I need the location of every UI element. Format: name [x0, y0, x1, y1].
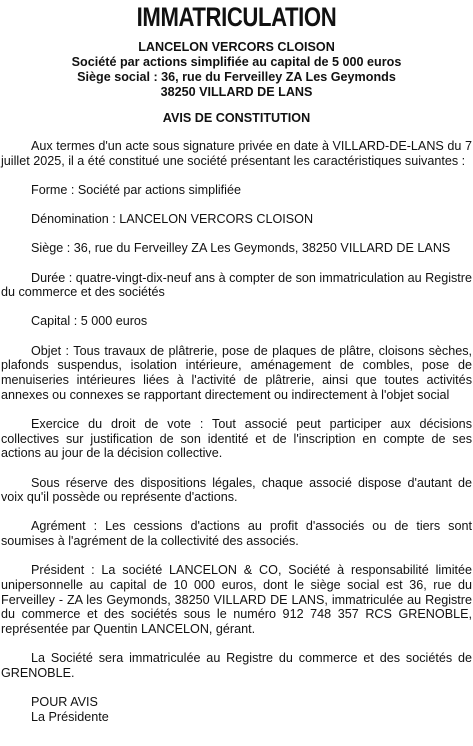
- company-address: Siège social : 36, rue du Ferveilley ZA Les Geymonds: [77, 70, 396, 84]
- paragraph-president: Président : La société LANCELON & CO, Société à responsabilité limitée unipersonnelle au capital de 10 000 euros, dont le siège social est 36, rue du Ferveilley - ZA les Geymonds, 38250 VILLARD DE LANS, immatriculée au Registre du commerce et des sociétés sous le numéro 912 748 357 RCS GRENOBLE, représentée par Quentin LANCELON, gérant.: [1, 563, 472, 637]
- paragraph-agrement: Agrément : Les cessions d'actions au profit d'associés ou de tiers sont soumises à l'agrément de la collectivité des associés.: [1, 519, 472, 549]
- paragraph-denomination: Dénomination : LANCELON VERCORS CLOISON: [31, 212, 314, 227]
- company-city: 38250 VILLARD DE LANS: [160, 85, 313, 99]
- paragraph-vote: Exercice du droit de vote : Tout associé peut participer aux décisions collectives sur justification de son identité et de l'inscription en compte de ses actions au jour de la décision collective.: [1, 416, 472, 461]
- signature-pour-avis: POUR AVIS: [31, 695, 98, 710]
- company-form-capital: Société par actions simplifiée au capital de 5 000 euros: [71, 55, 402, 69]
- notice-title: AVIS DE CONSTITUTION: [162, 111, 311, 125]
- paragraph-immatriculation: La Société sera immatriculée au Registre du commerce et des sociétés de GRENOBLE.: [1, 651, 472, 681]
- paragraph-objet: Objet : Tous travaux de plâtrerie, pose de plaques de plâtre, cloisons sèches, plafonds suspendus, isolation intérieure, aménagement de combles, pose de menuiseries intérieures liées à l'activité de plâtrerie, ainsi que toutes activités annexes ou connexes se rapportant directement ou indirectement à l'objet social: [1, 343, 472, 402]
- paragraph-siege: Siège : 36, rue du Ferveilley ZA Les Geymonds, 38250 VILLARD DE LANS: [31, 241, 451, 256]
- paragraph-duree: Durée : quatre-vingt-dix-neuf ans à compter de son immatriculation au Registre du commerce et des sociétés: [1, 270, 472, 300]
- company-name: LANCELON VERCORS CLOISON: [138, 40, 335, 54]
- paragraph-reserve: Sous réserve des dispositions légales, chaque associé dispose d'autant de voix qu'il possède ou représente d'actions.: [1, 475, 472, 505]
- signature-presidente: La Présidente: [31, 709, 109, 724]
- company-header: [1, 40, 472, 100]
- notice-heading: IMMATRICULATION: [136, 2, 337, 32]
- paragraph-forme: Forme : Société par actions simplifiée: [31, 182, 241, 197]
- paragraph-capital: Capital : 5 000 euros: [31, 314, 148, 329]
- paragraph-intro: Aux termes d'un acte sous signature privée en date à VILLARD-DE-LANS du 7 juillet 2025, il a été constitué une société présentant les caractéristiques suivantes :: [1, 139, 472, 168]
